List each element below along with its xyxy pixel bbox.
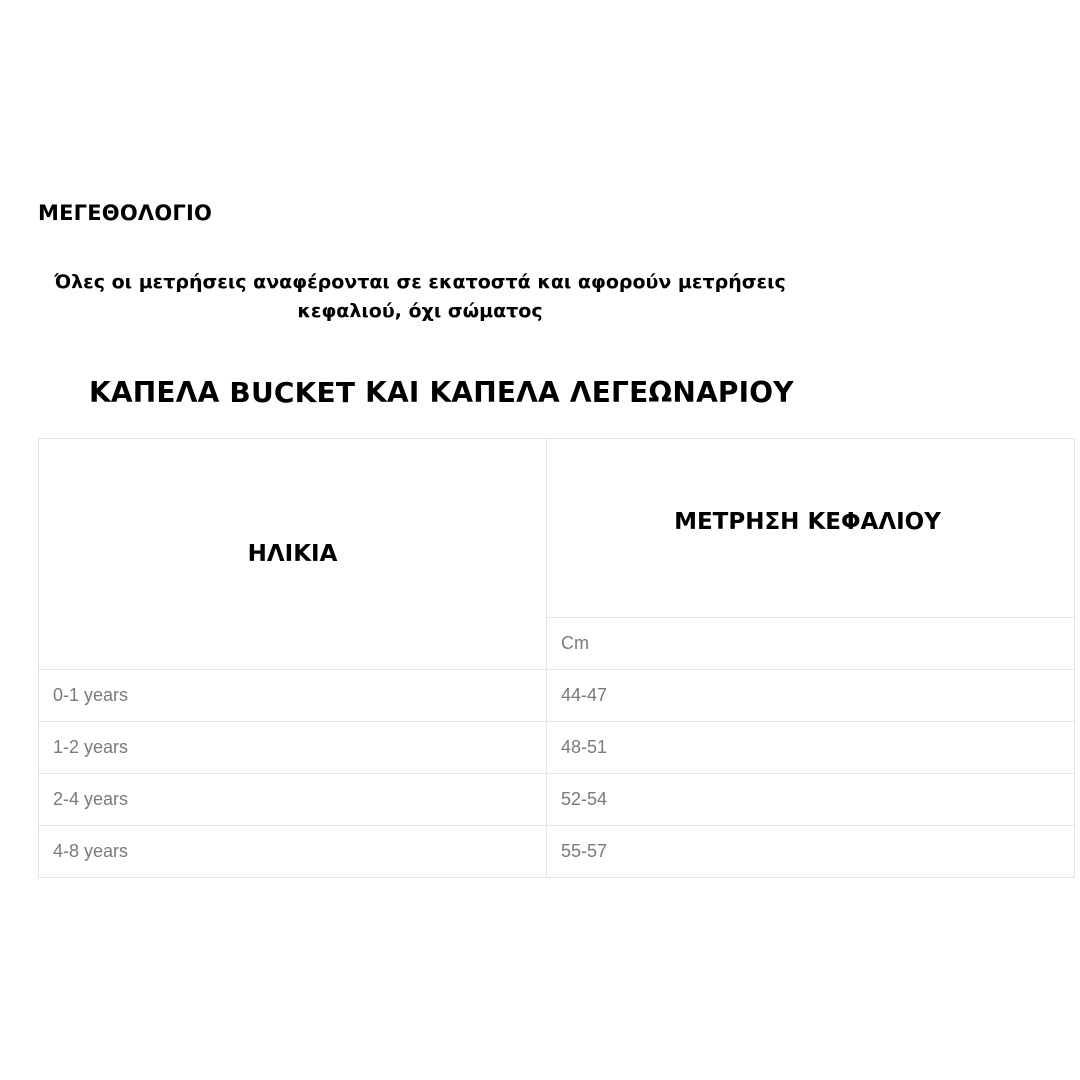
header-head-measurement <box>547 439 1075 618</box>
size-cell: 44-47 <box>547 670 1075 722</box>
size-cell: 55-57 <box>547 826 1075 878</box>
size-cell: 48-51 <box>547 722 1075 774</box>
header-head-measurement-label: ΜΕΤΡΗΣΗ ΚΕΦΑΛΙΟΥ <box>674 509 941 535</box>
age-cell: 4-8 years <box>39 826 547 878</box>
age-cell: 0-1 years <box>39 670 547 722</box>
note-line-2: κεφαλιού, όχι σώματος <box>297 300 543 322</box>
size-cell: 52-54 <box>547 774 1075 826</box>
age-cell: 2-4 years <box>39 774 547 826</box>
table-row <box>39 670 1075 722</box>
age-cell: 1-2 years <box>39 722 547 774</box>
section-title: ΚΑΠΕΛΑ BUCKET ΚΑΙ ΚΑΠΕΛΑ ΛΕΓΕΩΝΑΡΙΟΥ <box>89 376 794 409</box>
table-row <box>39 722 1075 774</box>
table-row <box>39 826 1075 878</box>
table-row <box>39 774 1075 826</box>
note-line-1: Όλες οι μετρήσεις αναφέρονται σε εκατοστά και αφορούν μετρήσεις <box>54 271 786 293</box>
header-unit: Cm <box>547 618 1075 670</box>
table-header-row <box>39 439 1075 618</box>
size-chart-table <box>38 438 1075 878</box>
measurement-note <box>20 268 820 326</box>
header-age: ΗΛΙΚΙΑ <box>39 439 547 670</box>
page-title: ΜΕΓΕΘΟΛΟΓΙΟ <box>38 201 213 225</box>
